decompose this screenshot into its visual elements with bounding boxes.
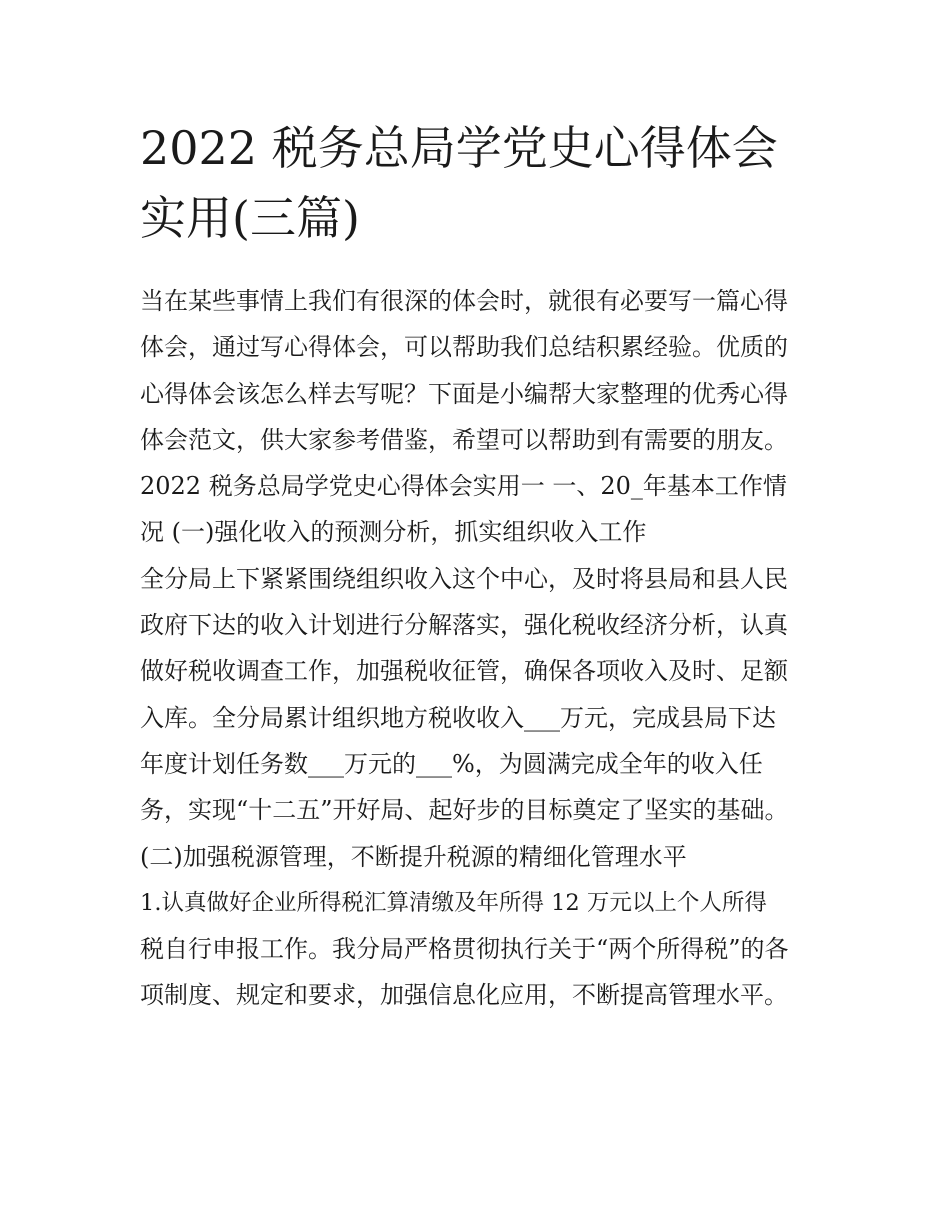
- title-line-1: 2022 税务总局学党史心得体会: [140, 121, 778, 175]
- body-line: 政府下达的收入计划进行分解落实，强化税收经济分析，认真: [140, 611, 788, 640]
- body-line: 体会，通过写心得体会，可以帮助我们总结积累经验。优质的: [140, 333, 788, 362]
- body-line: 做好税收调查工作，加强税收征管，确保各项收入及时、足额: [140, 657, 788, 686]
- body-line: 务，实现“十二五”开好局、起好步的目标奠定了坚实的基础。: [140, 796, 789, 825]
- body-line: 项制度、规定和要求，加强信息化应用，不断提高管理水平。: [140, 981, 788, 1010]
- body-line: 当在某些事情上我们有很深的体会时，就很有必要写一篇心得: [140, 287, 788, 315]
- body-line: 1.认真做好企业所得税汇算清缴及年所得 12 万元以上个人所得: [140, 889, 767, 916]
- body-line: (二)加强税源管理，不断提升税源的精细化管理水平: [140, 842, 687, 871]
- title-line-2: 实用(三篇): [140, 191, 360, 245]
- body-line: 全分局上下紧紧围绕组织收入这个中心，及时将县局和县人民: [140, 564, 788, 593]
- document-title: [140, 113, 820, 253]
- body-line: 况 (一)强化收入的预测分析，抓实组织收入工作: [140, 518, 647, 547]
- body-line: 心得体会该怎么样去写呢？下面是小编帮大家整理的优秀心得: [140, 379, 788, 408]
- document-body: [140, 278, 820, 1019]
- body-line: 体会范文，供大家参考借鉴，希望可以帮助到有需要的朋友。: [140, 425, 788, 454]
- body-line: 2022 税务总局学党史心得体会实用一 一、20_年基本工作情: [140, 472, 787, 501]
- body-line: 入库。全分局累计组织地方税收收入___万元，完成县局下达: [140, 703, 776, 732]
- body-line: 年度计划任务数___万元的___%，为圆满完成全年的收入任: [140, 749, 763, 778]
- body-line: 税自行申报工作。我分局严格贯彻执行关于“两个所得税”的各: [140, 935, 789, 964]
